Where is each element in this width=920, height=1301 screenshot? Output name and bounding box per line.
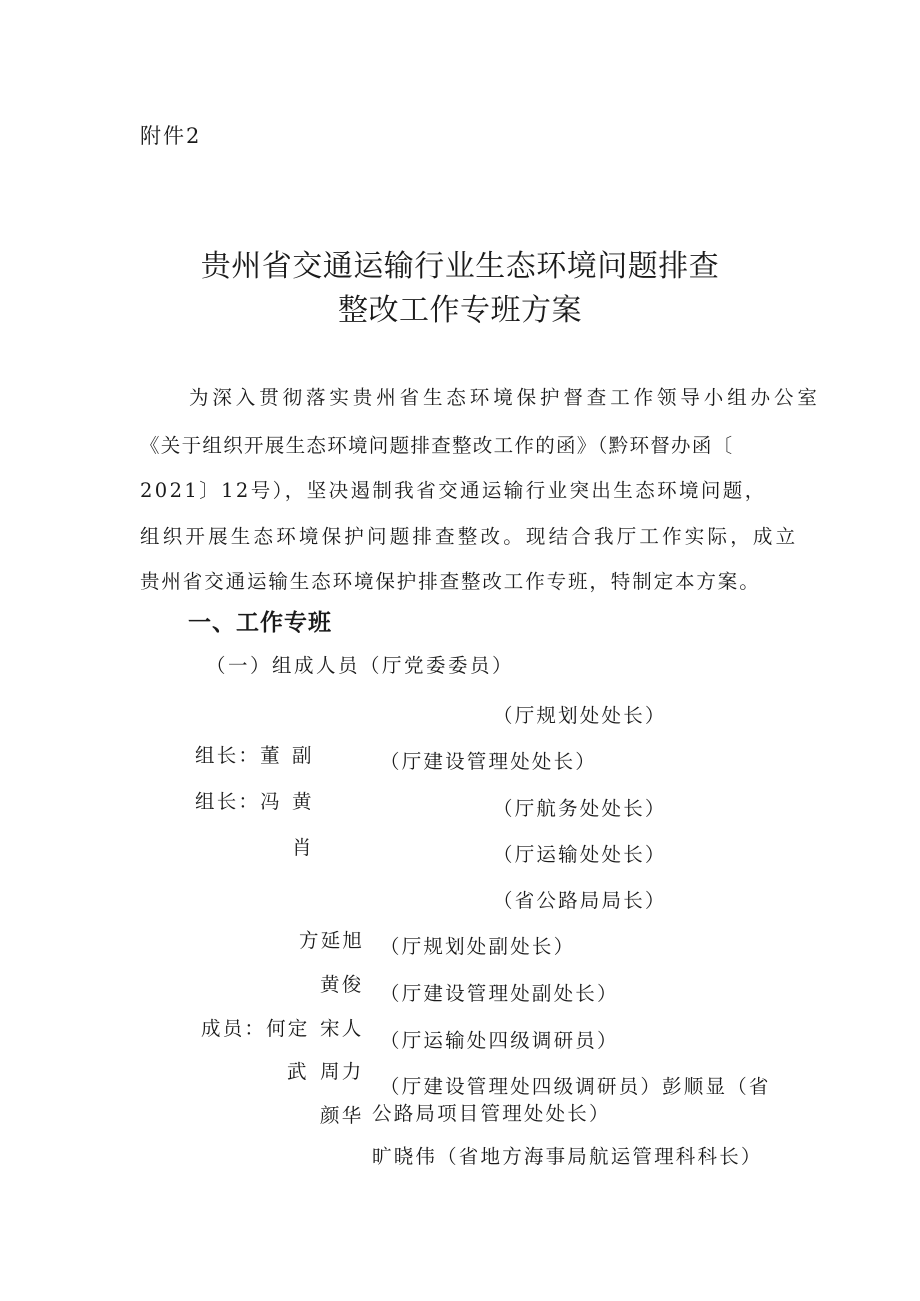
deputy-leader-label: 组长：冯 [195,790,282,813]
member-title: （厅建设管理处四级调研员）彭顺显（省 [380,1075,771,1098]
member-name: 宋人 [320,1017,364,1040]
member-title: （厅航务处处长） [493,797,667,820]
name-fragment: 副 [292,744,314,767]
name-fragment: 黄 [292,790,314,813]
member-title: （厅规划处处长） [493,704,667,727]
member-title: （厅规划处副处长） [380,935,576,958]
member-name: 方延旭 [299,929,365,952]
leader-label: 组长：董 [195,744,282,767]
member-title: （厅运输处处长） [493,843,667,866]
member-title: （厅建设管理处副处长） [380,982,619,1005]
intro-line-5: 贵州省交通运输生态环境保护排查整改工作专班，特制定本方案。 [140,570,761,593]
name-fragment: 武 [287,1060,309,1083]
member-name: 周力 [320,1060,364,1083]
subsection-heading-members: （一）组成人员（厅党委委员） [206,654,515,677]
member-title: （省公路局局长） [493,889,667,912]
document-title-line-1: 贵州省交通运输行业生态环境问题排查 [200,249,720,284]
members-label: 成员：何定 [201,1017,310,1040]
member-name: 黄俊 [320,973,364,996]
member-name: 颜华 [320,1104,364,1127]
section-heading-work-team: 一、工作专班 [188,610,332,636]
member-title: （厅建设管理处处长） [380,750,598,773]
intro-line-4: 组织开展生态环境保护问题排查整改。现结合我厅工作实际，成立 [140,525,799,548]
intro-line-1: 为深入贯彻落实贵州省生态环境保护督查工作领导小组办公室 [189,386,821,409]
member-entry: 旷晓伟（省地方海事局航运管理科科长） [372,1145,763,1168]
intro-line-2: 《关于组织开展生态环境问题排查整改工作的函》（黔环督办函〔 [140,434,734,457]
intro-line-3: 2021〕12号），坚决遏制我省交通运输行业突出生态环境问题， [140,479,767,502]
member-title: 公路局项目管理处处长） [372,1102,611,1125]
member-title: （厅运输处四级调研员） [380,1029,619,1052]
document-title-line-2: 整改工作专班方案 [338,293,582,328]
name-fragment: 肖 [292,836,314,859]
attachment-label: 附件2 [140,124,202,148]
